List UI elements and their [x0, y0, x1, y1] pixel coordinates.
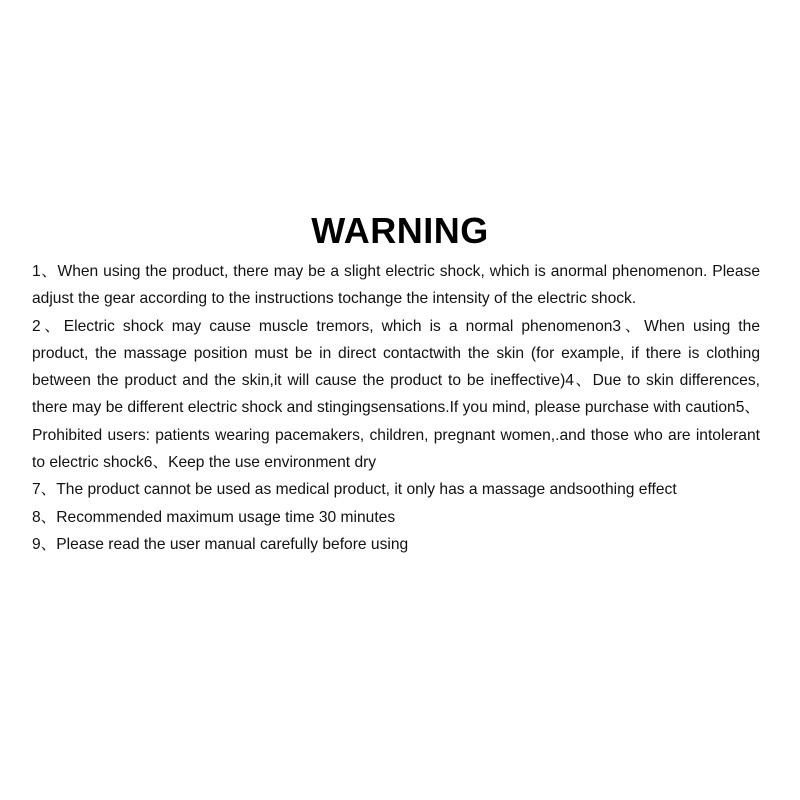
warning-item-2-6: 2、Electric shock may cause muscle tremors, which is a normal phenomenon3、When using the product, the massage position must be in direct contactwith the skin (for example, if there is clothing between the product and the skin,it will cause the product to be ineffective)4、Due to skin differences, there may be different electric shock and stingingsensations.If you mind, please purchase with caution5、Prohibited users: patients wearing pacemakers, children, pregnant women,.and those who are intolerant to electric shock6、Keep the use environment dry: [32, 317, 760, 472]
warning-item-1: 1、When using the product, there may be a slight electric shock, which is anormal phenomenon. Please adjust the gear according to the instructions tochange the intensity of the electric shock.: [32, 263, 760, 308]
warning-body: [32, 258, 760, 558]
warning-title: WARNING: [311, 210, 489, 251]
warning-item-7: 7、The product cannot be used as medical product, it only has a massage andsoothing effect: [32, 481, 677, 499]
warning-item-8: 8、Recommended maximum usage time 30 minutes: [32, 508, 396, 526]
warning-item-9: 9、Please read the user manual carefully before using: [32, 535, 409, 553]
